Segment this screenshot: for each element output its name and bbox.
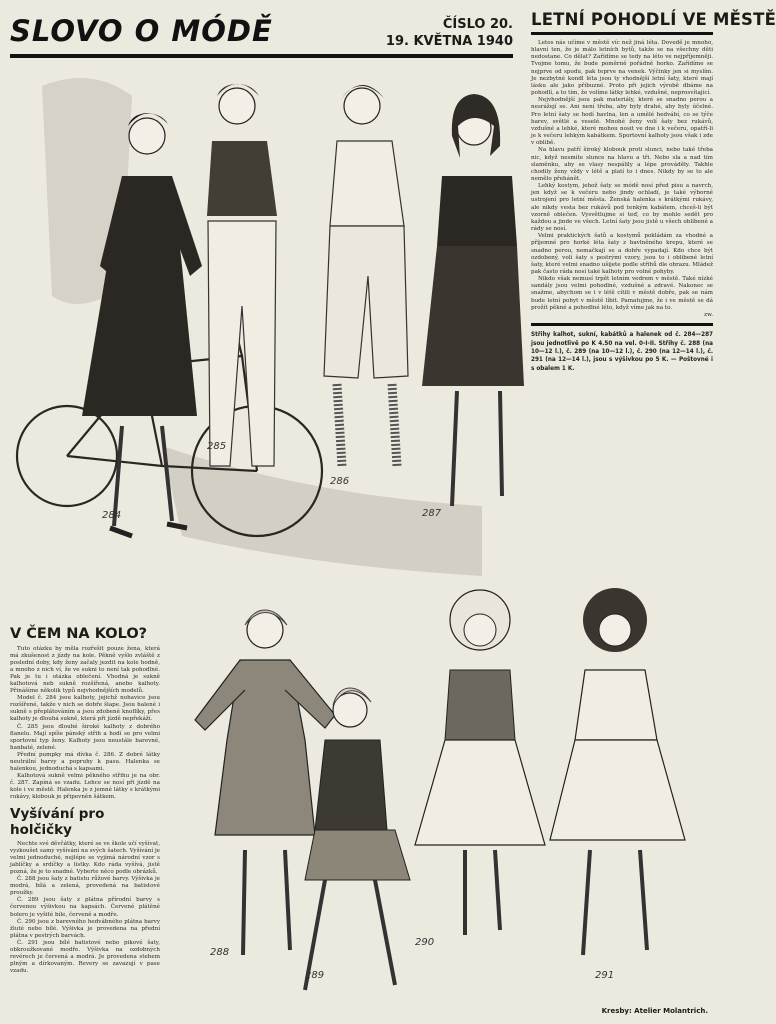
figure-number-286: 286: [330, 476, 350, 487]
paragraph: Tuto otázku by měla rozřešit pouze žena, která má zkušenost z jízdy na kole. Pěkně vyšlo zvláště z poslední doby, kdy ženy začaly jezdit na kole hodně, a mnoho z nich ví, že ve sukni to není tak pohodlné. Pak je tu i otázka oblečení. Vhodná je sukně kalhotová neb sukně rozšířená, anebo kalhoty. Přinášíme několik typů nejvhodnějších modelů.: [10, 646, 160, 695]
masthead-title: SLOVO O MÓDĚ: [10, 14, 273, 48]
paragraph: Velmi praktických šatů a kostymů pokládám za vhodné a příjemné pro horké léta šaty z bavlněného krepu, které se snadno perou, nemačkají se a dobře vypadají. Kdo chce být ozdobený, volí šaty s pestrými vzory, jsou to i oblíbené letní šaty, které velmi snadno ušijete podle střihů dle obrazu. Mládež pak často ráda nosí také kalhoty pro volné pohyby.: [531, 233, 713, 275]
figure-291-drawing: [550, 588, 685, 955]
figure-number-287: 287: [422, 508, 442, 519]
paragraph: Č. 289 jsou šaty z plátna přírodní barvy s červenou výšivkou na kapsách. Červené plátěné bolero je vyšité bíle, červeně a modře.: [10, 897, 160, 918]
paragraph: Č. 285 jsou dlouhé široké kalhoty z dobrého flanelu. Mají spíše pánský střih a hodí se pro velmi sportovní typ ženy. Kalhoty jsou neustále barevné, hanbaté, zelené.: [10, 723, 160, 751]
girls-article-title: Vyšívání pro holčičky: [10, 806, 105, 839]
paragraph: Lehký kostym, jehož šaty se módě nosí před pisu a navrch, jen když se k večeru nebo jindy ochladí, je také výborné ustrojení pro letní města. Ženská halenka s krátkými rukávy, ale nikdy vesta bez rukávů pod tenkým kabátem, chceš-li být vzorně oblečen. Vysvětlujme si teď, co by mohlo sedět pro každou a jinde ve všech. Letní šaty jsou jistě u všech oblíbené a rády se nosí.: [531, 183, 713, 233]
figure-number-284: 284: [102, 510, 122, 521]
figure-290-drawing: [415, 590, 545, 935]
figure-288-drawing: [195, 610, 335, 955]
masthead-issue: [386, 16, 513, 50]
illustration-credit: Kresby: Atelier Molantrich.: [601, 1007, 708, 1015]
issue-date: 19. KVĚTNA 1940: [385, 34, 513, 49]
figure-number-288: 288: [210, 947, 230, 958]
figure-number-289: 289: [305, 970, 325, 981]
summer-article-title: LETNÍ POHODLÍ VE MĚSTĚ: [531, 10, 713, 35]
paragraph: Č. 288 jsou šaty z batistu růžové barvy. Výšivka je modrá, bílá a zelená, provedená na batistové proužky.: [10, 876, 160, 897]
figure-number-291: 291: [595, 970, 615, 981]
masthead-rule: [10, 54, 513, 58]
paragraph: Č. 291 jsou bílé batistové nebo pikové šaty, obkroužkované modře. Výšivka na ozdobných revérech je červená a modrá. Je provedena stehem plným a dírkovaným. Revery se zavazují v pase vzadu.: [10, 939, 160, 974]
figure-289-drawing: [305, 688, 410, 990]
paragraph: Nejvhodnější jsou pak materiály, které se snadno perou a nesrážejí se. Ani není třeba, aby byly drahé, aby byly účelné. Pro letní šaty se hodí bavlna, len a umělé hedvábí, co se týče barev, světlé a veselé. Mnohé ženy volí šaty bez rukávů, vzdušné a lehké, které mohou nosit ve dne i k večeru, opatří-li je k večeru lehkým kabátkem. Sportovní kalhoty jsou však i zde v oblibě.: [531, 97, 713, 147]
bike-article-body: [10, 646, 160, 801]
illustration-girls-dresses: [165, 580, 713, 1010]
signature: zw.: [704, 311, 713, 318]
bike-article-title: V ČEM NA KOLO?: [10, 626, 148, 642]
paragraph: Model č. 284 jsou kalhoty, jejichž nohavice jsou rozšířené, takže v nich se dobře šlape. Jsou halené i sukně s přeplátováním a jsou zdobené knoflíky, přes kalhoty je dlouhá sukně, která při jízdě nepřekáží.: [10, 695, 160, 723]
paragraph: Na hlavu patří široký klobouk proti slunci, nebo také třeba nic, když nesmíte slunce na hlavu a tři. Nebo sla a nad tím slaměnku, aby se vlasy nespálily a lépe prováděly. Takhle chodily ženy vždy v létě a platí to i dnes. Nikdy by se to ale nemělo přehánět.: [531, 147, 713, 182]
figure-286-drawing: [324, 85, 408, 466]
paragraph: Nechte své děvčátky, které se ve škole učí vyšívat, vyzkoušet samy vyšívání na svých šatech. Vyšívání je velmi jednoduché, nejlépe se vyjímá národní vzor s jablíčky a srdíčky a lístky. Kdo ráda vyšívá, jistě pozná, že je to snadné. Vyberte něco podle obrázků.: [10, 841, 160, 876]
notice-divider: [531, 323, 713, 326]
masthead: [10, 14, 513, 64]
figure-number-285: 285: [207, 441, 227, 452]
paragraph: Přední pumpky má dívka č. 286. Z dobré látky neutrální barvy a popruhy k pasu. Halenka se halenkou, jednoduchá s kapsami.: [10, 751, 160, 772]
pattern-notice: Střihy kalhot, sukní, kabátků a halenek od č. 284—287 jsou jednotlivě po K 4.50 na vel. 0-I-II. Střihy č. 288 (na 10—12 l.), č. 289 (na 10—12 l.), č. 290 (na 12—14 l.), č. 291 (na 12—14 l.), jsou s výšivkou po 5 K. — Poštovné i s obalem 1 K.: [531, 332, 713, 372]
paragraph: Letos nás učíme v městě víc než jiná léta. Dovedě je mnoho, hlavní ten, že je málo letních bytů, takže se na všechny děti nedostane. Co dělat? Zařídíme se tedy na léto ve nejpříjemněji. Tvojme tomu, že bude poměrně pořádně horko. Zařídíme se nejprve od spodu, pak teprve na venek. Výčinky jen si myslím. Je nezbytné kondl léta jsou ty vhodnější letní šaty, které mají lásku ale jako příbuzné. Proto při jejich výrobě dbáme na pohodlí, a to tím, že volíme látky lehké, vzdušné, neprosvítající.: [531, 40, 713, 97]
girls-article-body: [10, 841, 160, 975]
paragraph: Kalhotová sukně velmi pěkného střihu je na obr. č. 287. Zapíná se vzadu. Lehce se nosí při jízdě na kole i ve městě. Halenka je z jemné látky s krátkými rukávy, klobouk je připevněn šátkem.: [10, 772, 160, 800]
figure-number-290: 290: [415, 937, 435, 948]
summer-article: [531, 10, 776, 373]
paragraph: Nikdo však nemusí trpět letním vedrem v městě. Také nízké sandály jsou velmi pohodlné, vzdušné a zdravé. Nakonec se snažme, abychom se i v létě cítili v městě dobře, pak se nám bude letní pobyt v městě líbit. Pamatujme, že i ve městě se dá prožít pěkné a pohodlné léto, když víme jak na to.: [531, 276, 713, 311]
illustration-cycling-outfits: [12, 66, 524, 586]
summer-article-body: [531, 40, 713, 319]
figure-287-drawing: [422, 94, 524, 506]
left-column: [10, 626, 160, 975]
paragraph: Č. 290 jsou z barevného hedvábného plátna barvy žluté nebo bílé. Výšivka je provedena na přední plátna v pestrých barvách.: [10, 918, 160, 939]
issue-number: ČÍSLO 20.: [442, 17, 513, 32]
